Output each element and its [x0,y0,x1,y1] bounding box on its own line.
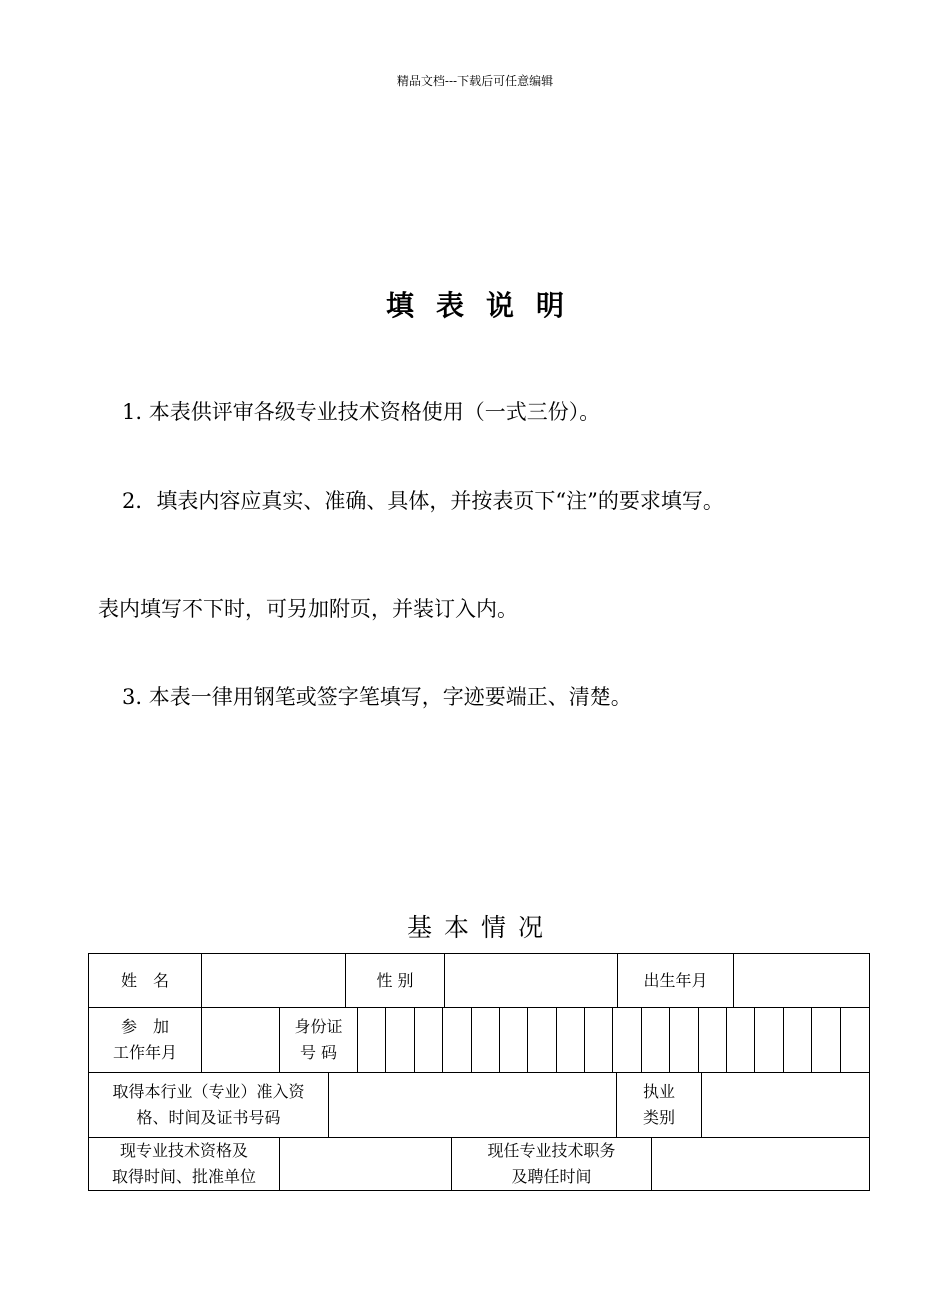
id-digit-box[interactable] [755,1008,783,1072]
table-row-work-id [89,1008,869,1073]
work-start-field[interactable] [202,1008,280,1072]
id-number-label: 身份证 号 码 [280,1008,358,1072]
current-post-label: 现任专业技术职务 及聘任时间 [452,1138,652,1190]
id-digit-box[interactable] [784,1008,812,1072]
id-digit-box[interactable] [472,1008,500,1072]
basic-info-table [88,953,870,1191]
table-row-name [89,954,869,1008]
instruction-item-1: 1. 本表供评审各级专业技术资格使用（一式三份）。 [122,400,601,424]
id-digit-box[interactable] [670,1008,698,1072]
id-digit-box[interactable] [585,1008,613,1072]
instruction-item-2-continued: 表内填写不下时，可另加附页，并装订入内。 [98,597,518,621]
id-digit-box[interactable] [841,1008,869,1072]
id-digit-box[interactable] [358,1008,386,1072]
current-post-field[interactable] [652,1138,869,1190]
birth-field[interactable] [734,954,869,1007]
page-title: 填表说明 [385,289,586,322]
header-note: 精品文档---下载后可任意编辑 [396,74,554,88]
id-digit-box[interactable] [528,1008,556,1072]
basic-info-title: 基本情况 [406,913,555,942]
gender-field[interactable] [445,954,618,1007]
gender-label: 性 别 [346,954,445,1007]
id-digit-box[interactable] [614,1008,642,1072]
id-number-boxes[interactable] [358,1008,869,1072]
id-digit-box[interactable] [500,1008,528,1072]
instruction-item-2: 2．填表内容应真实、准确、具体，并按表页下“注”的要求填写。 [122,489,724,513]
current-qualification-field[interactable] [280,1138,452,1190]
table-row-current-position [89,1138,869,1190]
id-digit-box[interactable] [699,1008,727,1072]
id-digit-box[interactable] [386,1008,414,1072]
id-digit-box[interactable] [642,1008,670,1072]
table-row-qualification [89,1073,869,1138]
practice-category-field[interactable] [702,1073,869,1137]
id-digit-box[interactable] [415,1008,443,1072]
current-qualification-label: 现专业技术资格及 取得时间、批准单位 [89,1138,280,1190]
instruction-item-3: 3. 本表一律用钢笔或签字笔填写，字迹要端正、清楚。 [122,685,632,709]
qualification-label: 取得本行业（专业）准入资 格、时间及证书号码 [89,1073,329,1137]
id-digit-box[interactable] [727,1008,755,1072]
id-digit-box[interactable] [812,1008,840,1072]
birth-label: 出生年月 [618,954,734,1007]
name-field[interactable] [202,954,346,1007]
name-label: 姓 名 [89,954,202,1007]
id-digit-box[interactable] [443,1008,471,1072]
id-digit-box[interactable] [557,1008,585,1072]
work-start-label: 参 加 工作年月 [89,1008,202,1072]
qualification-field[interactable] [329,1073,617,1137]
practice-category-label: 执业 类别 [617,1073,702,1137]
